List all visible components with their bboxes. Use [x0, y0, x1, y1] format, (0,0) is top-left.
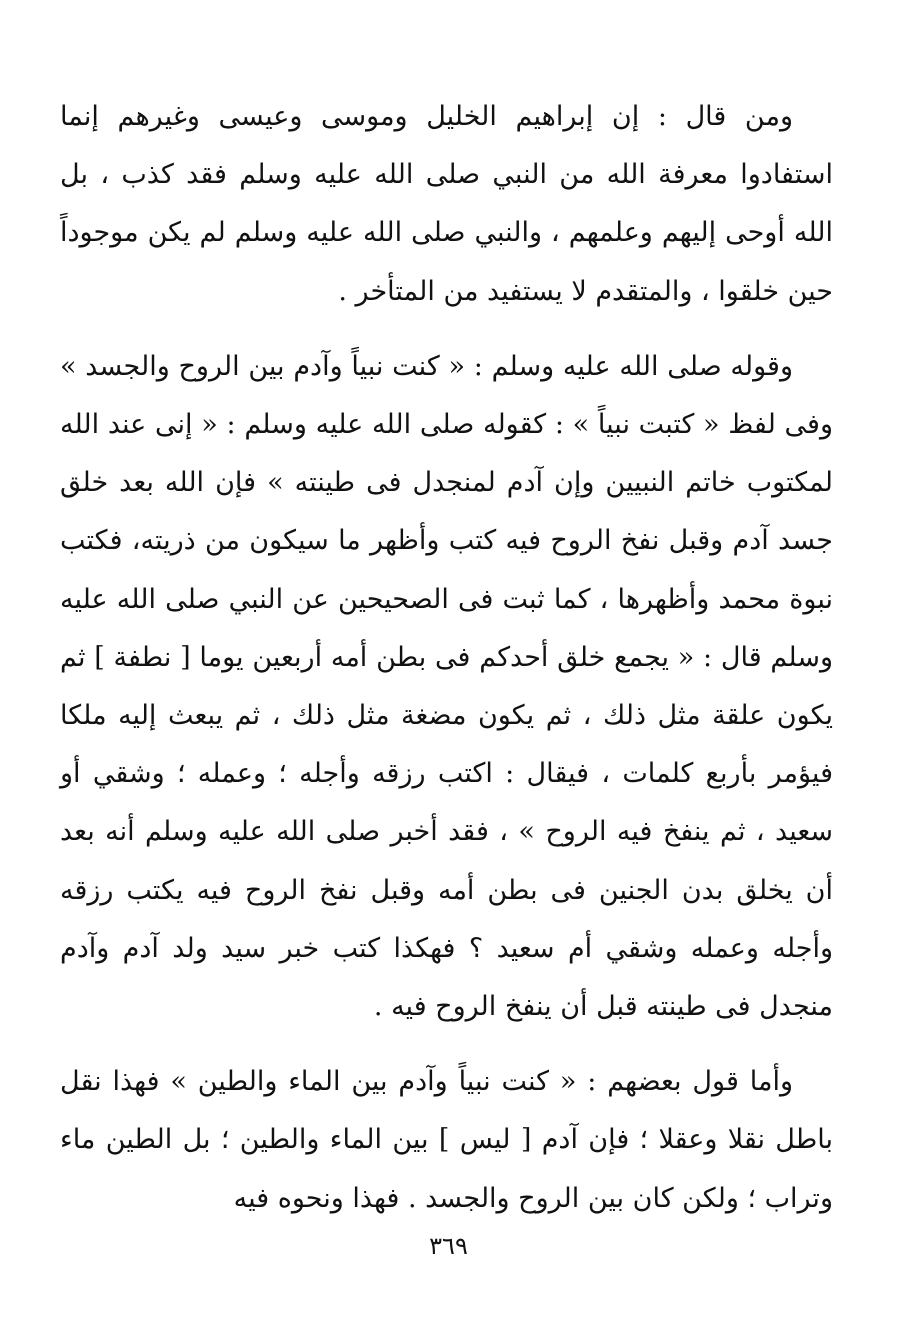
paragraph-1: ومن قال : إن إبراهيم الخليل وموسى وعيسى وغيرهم إنما استفادوا معرفة الله من النبي صلى الله عليه وسلم فقد كذب ، بل الله أوحى إليهم وعلمهم ، والنبي صلى الله عليه وسلم لم يكن موجوداً حين خلقوا ، والمتقدم لا يستفيد من المتأخر .	[60, 101, 833, 307]
page-number: ٣٦٩	[429, 1232, 468, 1260]
paragraph-3: وأما قول بعضهم : « كنت نبياً وآدم بين الماء والطين » فهذا نقل باطل نقلا وعقلا ؛ فإن آدم [ ليس ] بين الماء والطين ؛ بل الطين ماء وتراب ؛ ولكن كان بين الروح والجسد . فهذا ونحوه فيه	[60, 1066, 833, 1214]
paragraph-2: وقوله صلى الله عليه وسلم : « كنت نبياً وآدم بين الروح والجسد » وفى لفظ « كتبت نبياً » : كقوله صلى الله عليه وسلم : « إنى عند الله لمكتوب خاتم النبيين وإن آدم لمنجدل فى طينته » فإن الله بعد خلق جسد آدم وقبل نفخ الروح فيه كتب وأظهر ما سيكون من ذريته، فكتب نبوة محمد وأظهرها ، كما ثبت فى الصحيحين عن النبي صلى الله عليه وسلم قال : « يجمع خلق أحدكم فى بطن أمه أربعين يوما [ نطفة ] ثم يكون علقة مثل ذلك ، ثم يكون مضغة مثل ذلك ، ثم يبعث إليه ملكا فيؤمر بأربع كلمات ، فيقال : اكتب رزقه وأجله ؛ وعمله ؛ وشقي أو سعيد ، ثم ينفخ فيه الروح » ، فقد أخبر صلى الله عليه وسلم أنه بعد أن يخلق بدن الجنين فى بطن أمه وقبل نفخ الروح فيه يكتب رزقه وأجله وعمله وشقي أم سعيد ؟ فهكذا كتب خبر سيد ولد آدم وآدم منجدل فى طينته قبل أن ينفخ الروح فيه .	[60, 350, 833, 1023]
body-text	[60, 88, 833, 1228]
